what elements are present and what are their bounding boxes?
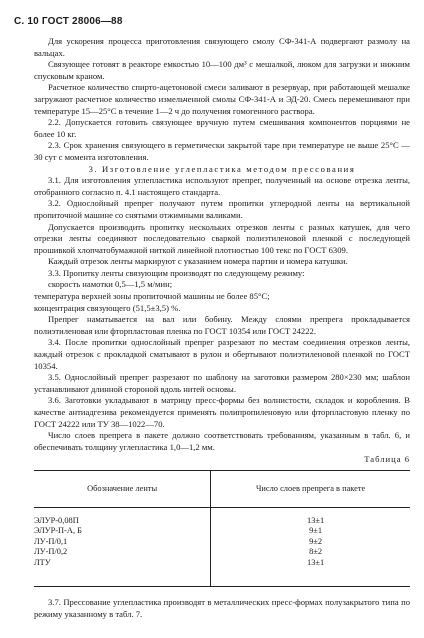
table-header-row (34, 470, 410, 507)
paragraph: 3.4. После пропитки однослойный препрег разрезают по местам соединения отрезков ленты, каждый отрезок с прокладкой сматывают в рулон и обертывают полиэтиленовой пленкой по ГОСТ 10354. (34, 337, 410, 371)
layer-count: 9±1 (309, 526, 323, 536)
tape-designation: ЭЛУР-0,08П (34, 507, 211, 526)
table-6 (34, 470, 410, 587)
paragraph: Каждый отрезок ленты маркируют с указанием номера партии и номера катушки. (48, 256, 348, 267)
paragraph: 3.6. Заготовки укладывают в матрицу пресс-формы без волнистости, складок и коробления. В качестве антиадгезива рекомендуется применять полипропиленовую или фторпластовую пленку по ГОСТ 24222 или ТУ 38—1022—70. (34, 395, 410, 429)
paragraph: 3.1. Для изготовления углепластика используют препрег, полученный на основе отрезка ленты, отобранного согласно п. 4.1 настоящего стандарта. (34, 175, 410, 197)
layer-count: 13±1 (211, 558, 410, 587)
section-title: 3. Изготовление углепластика методом прессования (88, 163, 356, 174)
paragraph: 2.2. Допускается готовить связующее вручную путем смешивания компонентов порциями не более 10 кг. (34, 117, 410, 139)
table-row (34, 558, 410, 587)
table-row (34, 547, 410, 557)
column-header: Обозначение ленты (34, 470, 211, 507)
paragraph: Допускается производить пропитку нескольких отрезков ленты с разных катушек, для чего отрезки ленты соединяют последовательно сваркой полиэтиленовой пленкой с последующей прошивкой хлопчатобумажной ниткой линейной плотностью 100 текс по ГОСТ 6309. (34, 221, 410, 255)
column-header: Число слоев препрега в пакете (211, 470, 410, 507)
tape-designation: ЛТУ (34, 558, 211, 587)
mode-line: скорость намотки 0,5—1,5 м/мин; (48, 279, 173, 290)
layer-count: 8±2 (309, 547, 323, 557)
tape-designation: ЛУ-П/0,1 (34, 537, 211, 547)
mode-line: температура верхней зоны пропиточной машины не более 85°С; (34, 291, 270, 302)
layer-count: 9±2 (309, 536, 323, 546)
paragraph: Число слоев препрега в пакете должно соответствовать требованиям, указанным в табл. 6, и обеспечивать толщину углепластика 1,0—1,2 мм. (34, 430, 410, 452)
paragraph: 3.7. Прессование углепластика производят в металлических пресс-формах полузакрытого типа по режиму указанному в табл. 7. (34, 597, 410, 619)
paragraph: 2.3. Срок хранения связующего в герметически закрытой таре при температуре не выше 25°С — 30 сут с момента изготовления. (34, 140, 410, 162)
layer-count: 13±1 (307, 515, 325, 525)
paragraph: 3.5. Однослойный препрег разрезают по шаблону на заготовки размером 280×230 мм; шаблон устанавливают длинной стороной вдоль нитей основы. (34, 372, 410, 394)
table-row (34, 537, 410, 547)
table-row (34, 526, 410, 536)
paragraph: 3.3. Пропитку ленты связующим производят по следующему режиму: (48, 267, 305, 278)
table-row (34, 507, 410, 526)
page-header: С. 10 ГОСТ 28006—88 (14, 16, 123, 27)
mode-line: концентрация связующего (51,5±3,5) %. (34, 302, 181, 313)
paragraph: Расчетное количество спирто-ацетоновой смеси заливают в резервуар, при работающей мешалке загружают расчетное количество измельченной смолы СФ-341-А и ЭД-20. Смесь перемешивают при температуре 15—25°С в течение 1—2 ч до получения гомогенного раствора. (34, 82, 410, 116)
spacer (34, 587, 410, 597)
paragraph: Для ускорения процесса приготовления связующего смолу СФ-341-А подвергают размолу на вальцах. (34, 36, 410, 58)
paragraph: Связующее готовят в реакторе емкостью 10—100 дм³ с мешалкой, люком для загрузки и нижним спусковым краном. (34, 59, 410, 81)
paragraph: 3.2. Однослойный препрег получают путем пропитки углеродной ленты на вертикальной пропиточной машине со снятыми отжимными валиками. (34, 198, 410, 220)
tape-designation: ЛУ-П/0,2 (34, 547, 211, 557)
table-caption: Таблица 6 (364, 454, 410, 465)
paragraph: Препрег наматывается на вал или бобину. Между слоями препрега прокладывается полиэтиленовая или фторпластовая пленка по ГОСТ 10354 или ГОСТ 24222. (34, 314, 410, 336)
tape-designation: ЭЛУР-П-А, Б (34, 526, 211, 536)
body-text (34, 36, 410, 620)
